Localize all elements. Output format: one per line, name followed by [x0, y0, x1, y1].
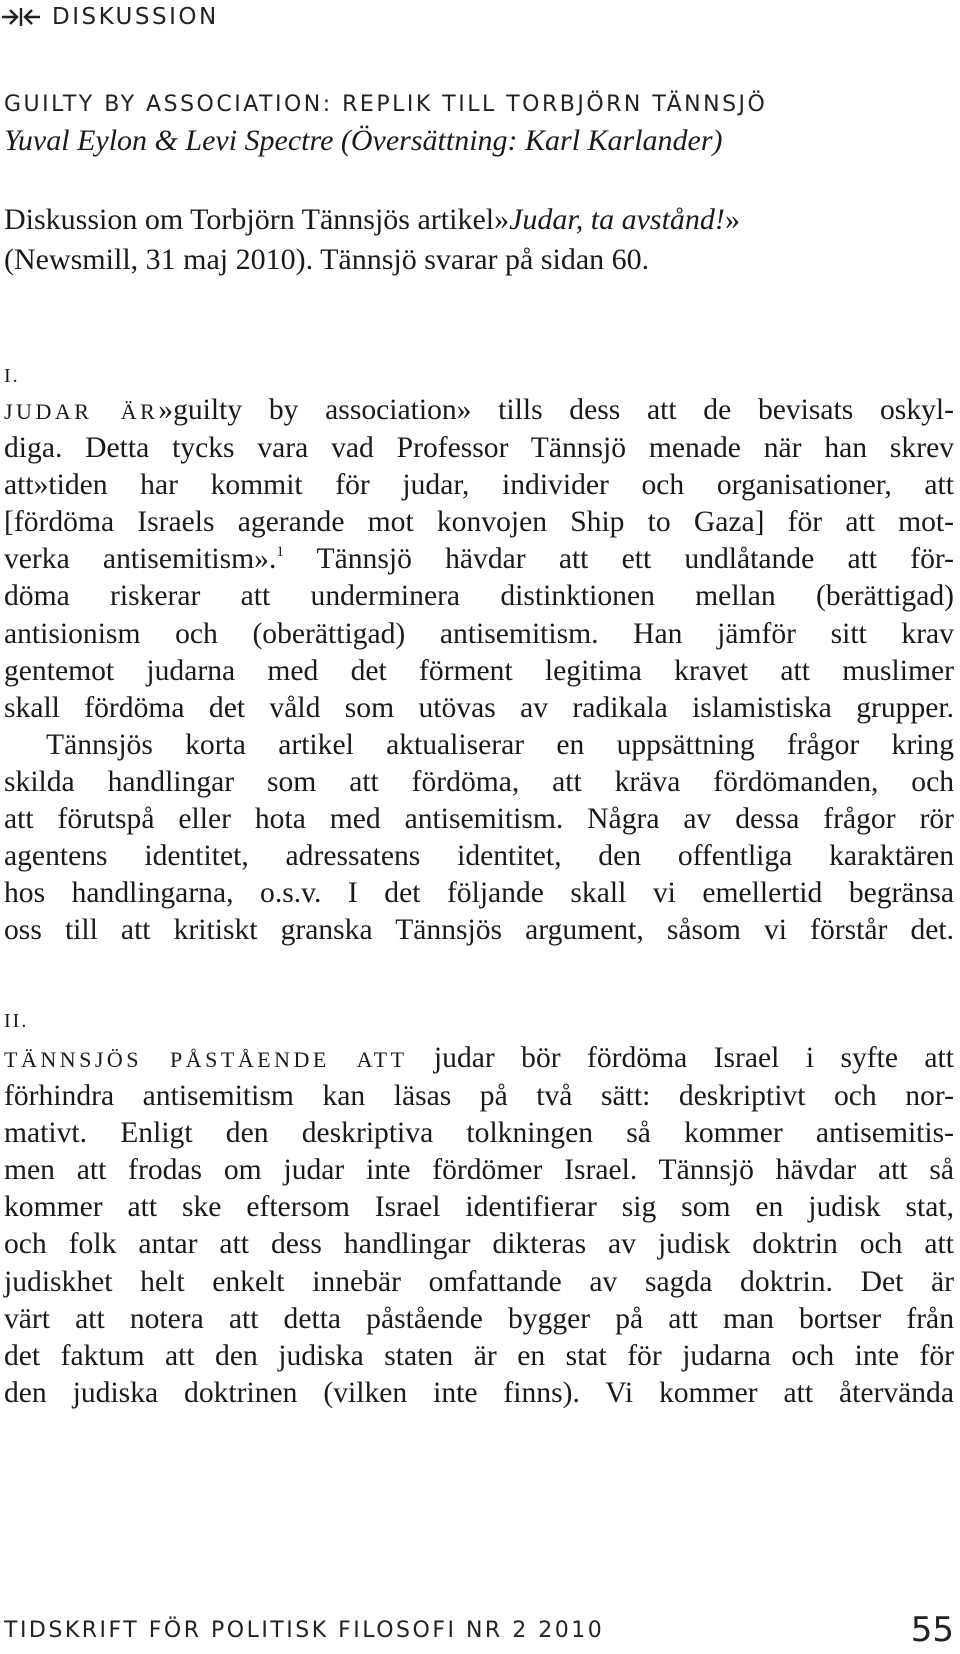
intro-line-1	[4, 200, 954, 240]
section-2-body	[4, 1040, 954, 1412]
section-arrows-icon	[0, 4, 42, 30]
section-lead: JUDAR ÄR	[4, 399, 159, 424]
journal-name: TIDSKRIFT FÖR POLITISK FILOSOFI NR 2 2010	[4, 1618, 605, 1643]
text-line: diga. Detta tycks vara vad Professor Tännsjö menade när han skrev	[4, 432, 954, 465]
section-numeral-2: II.	[4, 1010, 29, 1032]
text-line: att»tiden har kommit för judar, individer och organisationer, att	[4, 469, 954, 502]
text-line: judiskhet helt enkelt innebär omfattande av sagda doktrin. Det är	[4, 1265, 954, 1298]
section-header	[0, 2, 219, 32]
text-line: förhindra antisemitism kan läsas på två sätt: deskriptivt och nor-	[4, 1080, 954, 1113]
article-title: GUILTY BY ASSOCIATION: REPLIK TILL TORBJÖRN TÄNNSJÖ	[4, 92, 768, 117]
text-line	[4, 1040, 954, 1078]
article-intro	[4, 200, 954, 280]
footnote-ref-1[interactable]: 1	[276, 544, 284, 561]
text-line: Tännsjös korta artikel aktualiserar en uppsättning frågor kring	[46, 728, 954, 761]
text-line: döma riskerar att underminera distinktionen mellan (berättigad)	[4, 580, 954, 613]
intro-cited-title: Judar, ta avstånd!	[509, 203, 725, 236]
page-footer	[4, 1606, 956, 1650]
section-label: DISKUSSION	[52, 4, 219, 30]
text-line: det faktum att den judiska staten är en stat för judarna och inte för	[4, 1339, 954, 1372]
text-line	[4, 541, 954, 578]
section-1-body	[4, 392, 954, 949]
line-text: judar bör fördöma Israel i syfte att	[407, 1042, 954, 1074]
intro-text: Diskussion om Torbjörn Tännsjös artikel»	[4, 203, 510, 236]
text-line: skilda handlingar som att fördöma, att kräva fördömanden, och	[4, 765, 954, 798]
intro-quote-mark: »	[724, 203, 740, 236]
section-lead: TÄNNSJÖS PÅSTÅENDE ATT	[4, 1047, 408, 1072]
text-line: antisionism och (oberättigad) antisemitism. Han jämför sitt krav	[4, 617, 954, 650]
section-numeral-1: I.	[4, 365, 20, 387]
line-text: verka antisemitism».	[4, 543, 277, 576]
text-line: och folk antar att dess handlingar dikteras av judisk doktrin och att	[4, 1228, 954, 1261]
text-line: kommer att ske eftersom Israel identifierar sig som en judisk stat,	[4, 1191, 954, 1224]
intro-line-2: (Newsmill, 31 maj 2010). Tännsjö svarar på sidan 60.	[4, 243, 650, 276]
text-line: att förutspå eller hota med antisemitism. Några av dessa frågor rör	[4, 803, 954, 836]
text-line: mativt. Enligt den deskriptiva tolkningen så kommer antisemitis-	[4, 1117, 954, 1150]
text-line: värt att notera att detta påstående bygger på att man bortser från	[4, 1302, 954, 1335]
text-line: gentemot judarna med det förment legitima kravet att muslimer	[4, 654, 954, 687]
text-line: oss till att kritiskt granska Tännsjös argument, såsom vi förstår det.	[4, 914, 954, 947]
text-line: den judiska doktrinen (vilken inte finns). Vi kommer att återvända	[4, 1376, 954, 1409]
text-line: [fördöma Israels agerande mot konvojen Ship to Gaza] för att mot-	[4, 506, 954, 539]
line-text: »guilty by association» tills dess att de bevisats oskyl-	[158, 394, 954, 426]
page-number: 55	[910, 1610, 954, 1650]
text-line	[4, 392, 954, 430]
line-text: Tännsjö hävdar att ett undlåtande att för-	[283, 543, 955, 576]
text-line: men att frodas om judar inte fördömer Israel. Tännsjö hävdar att så	[4, 1154, 954, 1187]
text-line: hos handlingarna, o.s.v. I det följande skall vi emellertid begränsa	[4, 877, 954, 910]
text-line: agentens identitet, adressatens identitet, den offentliga karaktären	[4, 840, 954, 873]
text-line: skall fördöma det våld som utövas av radikala islamistiska grupper.	[4, 691, 954, 724]
article-authors: Yuval Eylon & Levi Spectre (Översättning: Karl Karlander)	[4, 124, 723, 157]
